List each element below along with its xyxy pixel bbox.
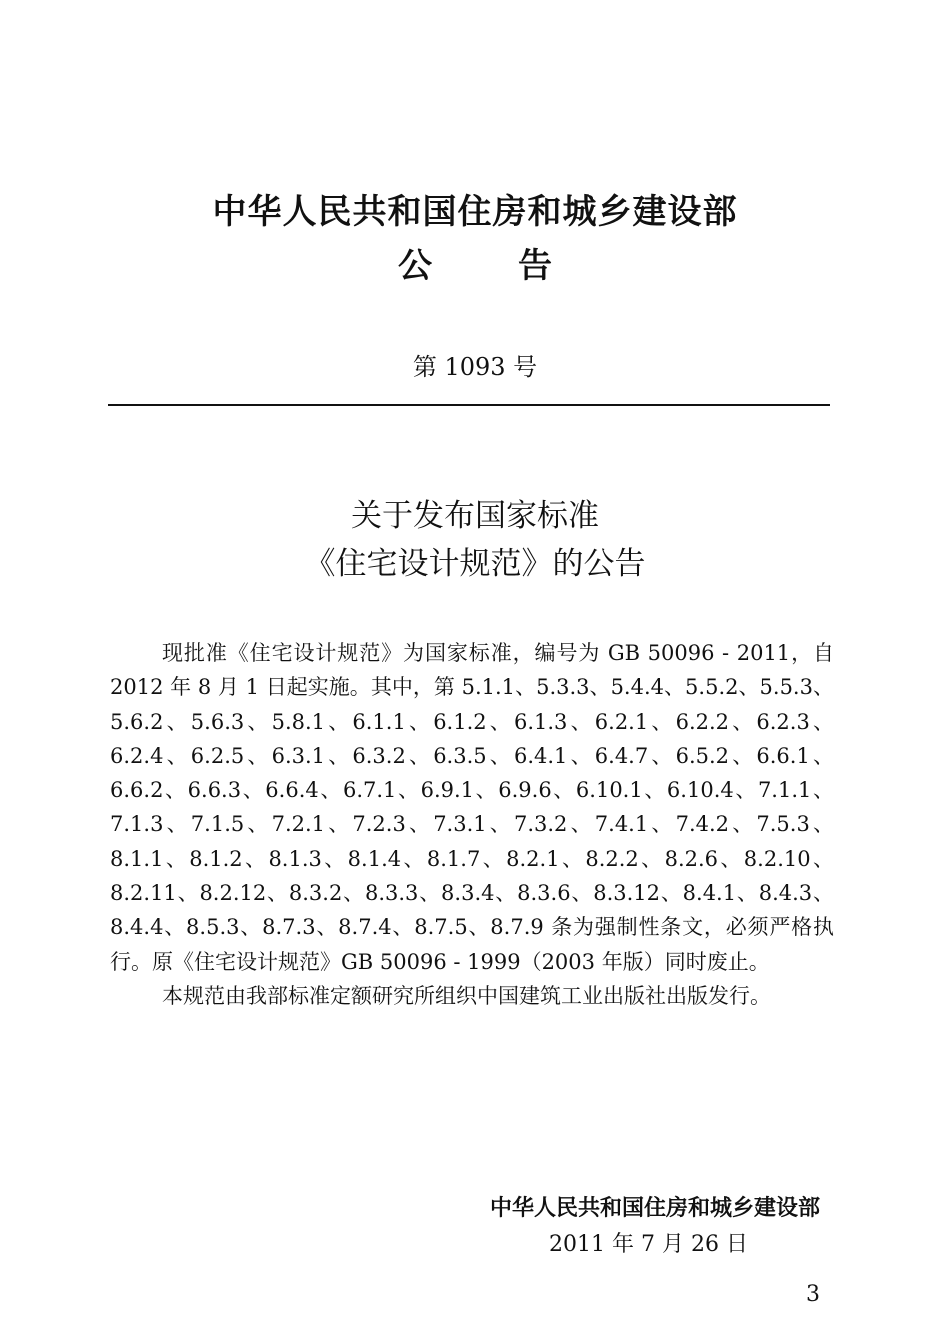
- notice-number: 第 1093 号: [412, 353, 538, 381]
- issue-date: 2011 年 7 月 26 日: [549, 1232, 748, 1257]
- notice-heading: 公告: [398, 246, 638, 286]
- body-paragraph-2: 本规范由我部标准定额研究所组织中国建筑工业出版社出版发行。: [162, 983, 771, 1008]
- body-paragraph-1: 现批准《住宅设计规范》为国家标准，编号为 GB 50096 - 2011，自 2012 年 8 月 1 日起实施。其中，第 5.1.1、5.3.3、5.4.4、5.5.2、5.5.3、5.6.2、5.6.3、5.8.1、6.1.1、6.1.2、6.1.3、6.2.1、6.2.2、6.2.3、6.2.4、6.2.5、6.3.1、6.3.2、6.3.5、6.4.1、6.4.7、6.5.2、6.6.1、6.6.2、6.6.3、6.6.4、6.7.1、6.9.1、6.9.6、6.10.1、6.10.4、7.1.1、7.1.3、7.1.5、7.2.1、7.2.3、7.3.1、7.3.2、7.4.1、7.4.2、7.5.3、8.1.1、8.1.2、8.1.3、8.1.4、8.1.7、8.2.1、8.2.2、8.2.6、8.2.10、8.2.11、8.2.12、8.3.2、8.3.3、8.3.4、8.3.6、8.3.12、8.4.1、8.4.3、8.4.4、8.5.3、8.7.3、8.7.4、8.7.5、8.7.9 条为强制性条文，必须严格执行。原《住宅设计规范》GB 50096 - 1999（2003 年版）同时废止。: [110, 641, 834, 974]
- issuer-signature: 中华人民共和国住房和城乡建设部: [489, 1196, 820, 1221]
- subject-line-1: 关于发布国家标准: [351, 498, 599, 534]
- subject-line-2: 《住宅设计规范》的公告: [304, 546, 646, 582]
- announcement-body: [110, 636, 834, 1013]
- page-number: 3: [806, 1282, 820, 1307]
- ministry-title: 中华人民共和国住房和城乡建设部: [212, 192, 738, 232]
- header-divider: [108, 404, 830, 406]
